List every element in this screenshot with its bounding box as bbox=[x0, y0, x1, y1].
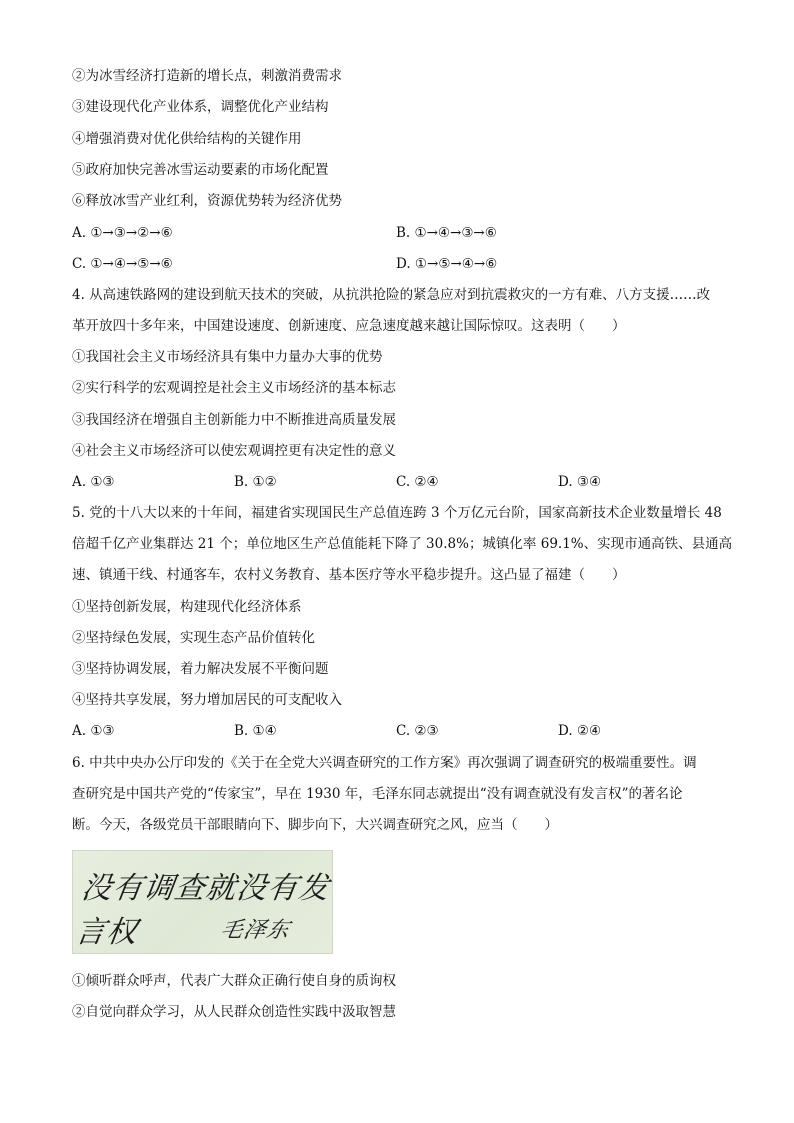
q5-choice-b: B. ①④ bbox=[234, 723, 277, 739]
q5-item-4: ④坚持共享发展，努力增加居民的可支配收入 bbox=[72, 692, 342, 708]
calligraphy-text: 没有调查就没有发言权 bbox=[72, 871, 333, 950]
q6-item-1: ①倾听群众呼声，代表广大群众正确行使自身的质询权 bbox=[72, 973, 396, 989]
q3-option-6: ⑥释放冰雪产业红利，资源优势转为经济优势 bbox=[72, 193, 342, 209]
q3-option-2: ②为冰雪经济打造新的增长点，刺激消费需求 bbox=[72, 68, 342, 84]
q5-choice-c: C. ②③ bbox=[396, 723, 439, 739]
q5-choice-d: D. ②④ bbox=[558, 723, 602, 739]
q5-stem-line-1: 5. 党的十八大以来的十年间，福建省实现国民生产总值连跨 3 个万亿元台阶，国家高新技术企业数量增长 48 bbox=[72, 505, 722, 521]
q4-item-4: ④社会主义市场经济可以使宏观调控更有决定性的意义 bbox=[72, 443, 396, 459]
q4-item-1: ①我国社会主义市场经济具有集中力量办大事的优势 bbox=[72, 349, 383, 365]
q3-choice-b: B. ①→④→③→⑥ bbox=[396, 225, 497, 241]
q4-choice-c: C. ②④ bbox=[396, 474, 439, 490]
q5-item-1: ①坚持创新发展，构建现代化经济体系 bbox=[72, 599, 302, 615]
q6-item-2: ②自觉向群众学习，从人民群众创造性实践中汲取智慧 bbox=[72, 1004, 396, 1020]
calligraphy-image bbox=[72, 850, 333, 954]
q5-choice-a: A. ①③ bbox=[72, 723, 115, 739]
q5-stem-line-2: 倍超千亿产业集群达 21 个；单位地区生产总值能耗下降了 30.8%；城镇化率 69.1%、实现市通高铁、县通高 bbox=[72, 536, 733, 552]
q3-choice-c: C. ①→④→⑤→⑥ bbox=[72, 256, 173, 272]
q3-option-4: ④增强消费对优化供给结构的关键作用 bbox=[72, 131, 302, 147]
q3-choice-d: D. ①→⑤→④→⑥ bbox=[396, 256, 498, 272]
q4-choice-a: A. ①③ bbox=[72, 474, 115, 490]
q4-stem-line-2: 革开放四十多年来，中国建设速度、创新速度、应急速度越来越让国际惊叹。这表明（ ） bbox=[72, 318, 626, 334]
q3-option-3: ③建设现代化产业体系，调整优化产业结构 bbox=[72, 99, 329, 115]
q4-stem-line-1: 4. 从高速铁路网的建设到航天技术的突破，从抗洪抢险的紧急应对到抗震救灾的一方有难、八方支援……改 bbox=[72, 287, 711, 303]
q5-stem-line-3: 速、镇通干线、村通客车，农村义务教育、基本医疗等水平稳步提升。这凸显了福建（ ） bbox=[72, 567, 626, 583]
calligraphy-signature: 毛泽东 bbox=[217, 918, 293, 943]
q4-choice-d: D. ③④ bbox=[558, 474, 602, 490]
q6-stem-line-3: 断。今天，各级党员干部眼睛向下、脚步向下，大兴调查研究之风，应当（ ） bbox=[72, 817, 558, 833]
q4-item-2: ②实行科学的宏观调控是社会主义市场经济的基本标志 bbox=[72, 380, 396, 396]
q6-stem-line-2: 查研究是中国共产党的“传家宝”，早在 1930 年，毛泽东同志就提出“没有调查就没有发言权”的著名论 bbox=[72, 786, 683, 802]
q3-choice-a: A. ①→③→②→⑥ bbox=[72, 225, 173, 241]
q6-stem-line-1: 6. 中共中央办公厅印发的《关于在全党大兴调查研究的工作方案》再次强调了调查研究的极端重要性。调 bbox=[72, 755, 697, 771]
q5-item-2: ②坚持绿色发展，实现生态产品价值转化 bbox=[72, 630, 315, 646]
q4-item-3: ③我国经济在增强自主创新能力中不断推进高质量发展 bbox=[72, 412, 396, 428]
q5-item-3: ③坚持协调发展，着力解决发展不平衡问题 bbox=[72, 661, 329, 677]
q4-choice-b: B. ①② bbox=[234, 474, 277, 490]
q3-option-5: ⑤政府加快完善冰雪运动要素的市场化配置 bbox=[72, 162, 329, 178]
